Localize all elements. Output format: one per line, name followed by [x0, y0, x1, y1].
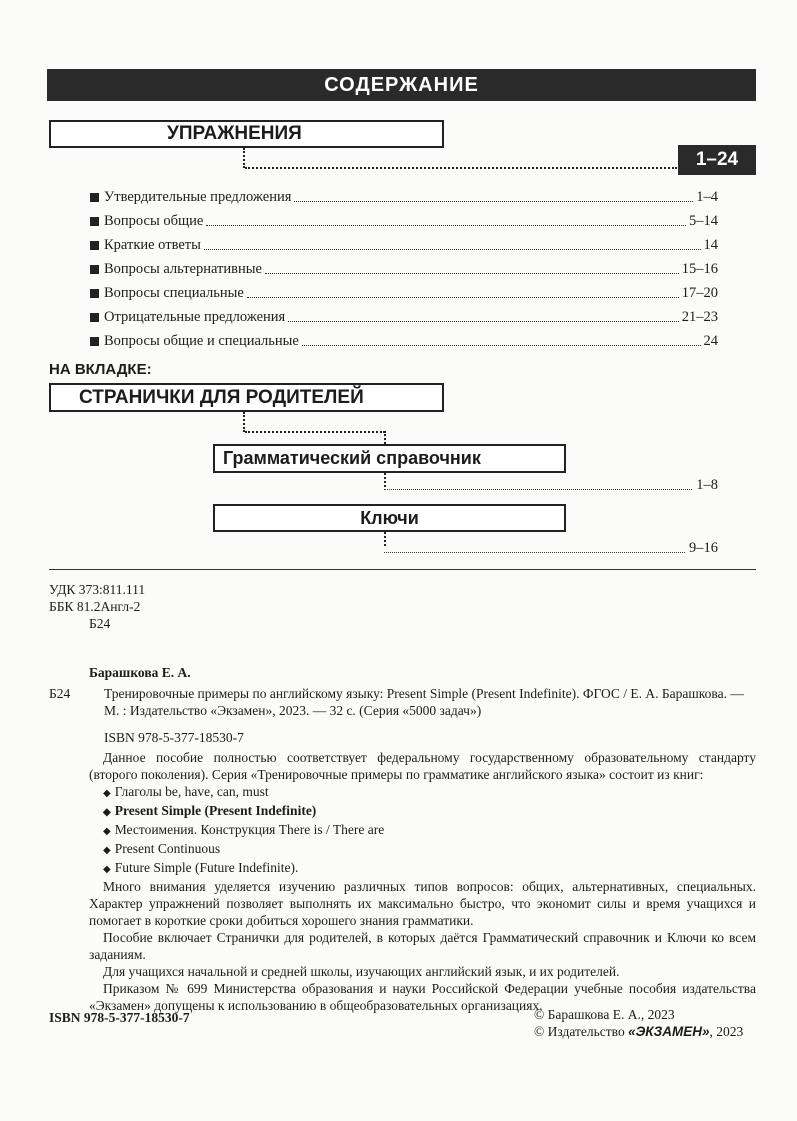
author-mark: Б24 [89, 616, 111, 631]
list-item-text: Present Continuous [114, 841, 221, 856]
diamond-bullet-icon: ◆ [103, 788, 111, 799]
exercises-range-badge: 1–24 [678, 145, 756, 175]
bullet-square-icon [90, 337, 99, 346]
author-mark-left: Б24 [49, 686, 71, 701]
book-description: Тренировочные примеры по английскому языку: Present Simple (Present Indefinite). ФГОС / Е. А. Барашкова. — М. : Издательство «Экзамен», 2023. — 32 с. (Серия «5000 задач») [104, 686, 744, 718]
bullet-square-icon [90, 241, 99, 250]
toc-item-pages: 17–20 [681, 285, 718, 301]
parents-pages-heading: СТРАНИЧКИ ДЛЯ РОДИТЕЛЕЙ [49, 383, 444, 412]
dot-leader [288, 321, 679, 322]
copyright-publisher [534, 1024, 743, 1040]
insert-label: НА ВКЛАДКЕ: [49, 361, 152, 378]
bullet-square-icon [90, 289, 99, 298]
bullet-square-icon [90, 265, 99, 274]
list-item-text: Future Simple (Future Indefinite). [114, 860, 299, 875]
diamond-bullet-icon: ◆ [103, 864, 111, 875]
list-item [89, 821, 756, 840]
list-item [89, 783, 756, 802]
toc-item[interactable] [90, 258, 718, 278]
toc-item-label: Утвердительные предложения [104, 189, 292, 205]
toc-item[interactable] [90, 330, 718, 350]
author-name: Барашкова Е. А. [89, 665, 191, 680]
toc-item-pages: 24 [703, 333, 718, 349]
diamond-bullet-icon: ◆ [103, 826, 111, 837]
toc-item-label: Вопросы общие и специальные [104, 333, 299, 349]
annotation-paragraph: Много внимания уделяется изучению различных типов вопросов: общих, альтернативных, специальных. Характер упражнений позволяет выполнять их максимально быстро, что экономит силы и время учащихся и помогает в короткие сроки добиться хорошего знания грамматики. [89, 879, 756, 928]
toc-item-label: Вопросы специальные [104, 285, 244, 301]
section-divider [49, 569, 756, 570]
book-series-list [89, 783, 756, 878]
dot-leader [247, 297, 679, 298]
toc-item-label: Вопросы альтернативные [104, 261, 262, 277]
keys-pages: 9–16 [689, 540, 718, 556]
annotation [89, 749, 756, 1014]
copyright-prefix: © Издательство [534, 1024, 629, 1039]
dot-leader [294, 201, 693, 202]
toc-item-pages: 1–4 [696, 189, 718, 205]
annotation-paragraph: Данное пособие полностью соответствует федеральному государственному образовательному стандарту (второго поколения). Серия «Тренировочные примеры по грамматике английского языка» состоит из книг: [89, 750, 756, 782]
list-item [89, 840, 756, 859]
bullet-square-icon [90, 313, 99, 322]
toc-item-pages: 15–16 [681, 261, 718, 277]
toc-item[interactable] [90, 234, 718, 254]
dot-leader [384, 489, 692, 490]
exercises-heading: УПРАЖНЕНИЯ [49, 120, 444, 148]
list-item [89, 859, 756, 878]
publisher-name: «ЭКЗАМЕН» [628, 1024, 710, 1039]
toc-item-pages: 14 [703, 237, 718, 253]
dot-leader [265, 273, 679, 274]
isbn: ISBN 978-5-377-18530-7 [104, 730, 244, 745]
copyright-author: © Барашкова Е. А., 2023 [534, 1007, 675, 1022]
dot-leader [384, 552, 685, 553]
udk-code: УДК 373:811.111 [49, 582, 146, 597]
contents-title: СОДЕРЖАНИЕ [47, 69, 756, 101]
toc-item-pages: 5–14 [689, 213, 718, 229]
list-item-text: Местоимения. Конструкция There is / There are [114, 822, 385, 837]
annotation-paragraph: Пособие включает Странички для родителей, в которых даётся Грамматический справочник и Ключи ко всем заданиям. [89, 930, 756, 962]
toc-item[interactable] [90, 186, 718, 206]
list-item-text: Глаголы be, have, can, must [114, 784, 269, 799]
dot-leader [302, 345, 701, 346]
grammar-reference-pages: 1–8 [696, 477, 718, 493]
connector-dots [245, 167, 677, 169]
diamond-bullet-icon: ◆ [103, 807, 111, 818]
copyright-year: , 2023 [709, 1024, 744, 1039]
connector-dots [243, 148, 245, 168]
toc-item-pages: 21–23 [681, 309, 718, 325]
list-item-text: Present Simple (Present Indefinite) [114, 803, 317, 818]
bbk-code: ББК 81.2Англ-2 [49, 599, 141, 614]
connector-dots [384, 431, 386, 444]
toc-item[interactable] [90, 210, 718, 230]
toc-item[interactable] [90, 282, 718, 302]
grammar-reference-pages-row[interactable] [384, 474, 718, 494]
connector-dots [243, 412, 245, 432]
toc-item-label: Вопросы общие [104, 213, 204, 229]
isbn-bottom: ISBN 978-5-377-18530-7 [49, 1010, 190, 1025]
diamond-bullet-icon: ◆ [103, 845, 111, 856]
toc-item-label: Отрицательные предложения [104, 309, 286, 325]
list-item [89, 802, 756, 821]
keys-heading: Ключи [213, 504, 566, 532]
bullet-square-icon [90, 217, 99, 226]
annotation-paragraph: Для учащихся начальной и средней школы, изучающих английский язык, и их родителей. [103, 964, 620, 979]
bullet-square-icon [90, 193, 99, 202]
dot-leader [206, 225, 686, 226]
keys-pages-row[interactable] [384, 537, 718, 557]
annotation-paragraph: Приказом № 699 Министерства образования и науки Российской Федерации учебные пособия издательства «Экзамен» допущены к использованию в общеобразовательных организациях. [89, 981, 756, 1013]
toc-item[interactable] [90, 306, 718, 326]
grammar-reference-heading: Грамматический справочник [213, 444, 566, 473]
connector-dots [245, 431, 385, 433]
toc-item-label: Краткие ответы [104, 237, 201, 253]
dot-leader [204, 249, 701, 250]
